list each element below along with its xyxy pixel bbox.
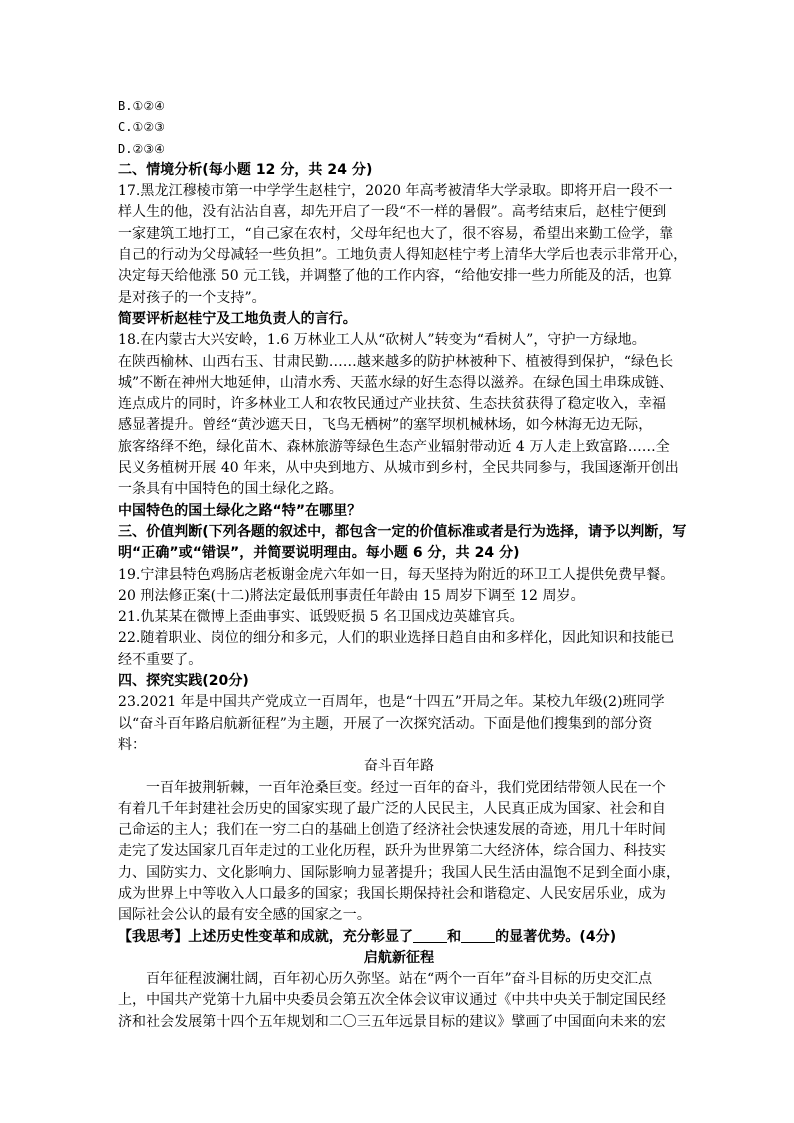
q18-question: 中国特色的国土绿化之路“特”在哪里？ [118, 502, 362, 519]
q17-line: 样人生的他，没有沾沾自喜，却先开启了一段“不一样的暑假”。高考结束后，赵桂宁便到 [118, 204, 667, 221]
q23-line: 料： [118, 736, 147, 753]
think-prompt [118, 927, 680, 948]
section3-heading-line1: 三、价值判断(下列各题的叙述中，都包含一定的价值标准或者是行为选择，请予以判断，写 [118, 523, 687, 540]
material2-body [118, 969, 680, 1033]
q17-line: 17.黑龙江穆棱市第一中学学生赵桂宁，2020 年高考被清华大学录取。即将开启一段不一 [118, 183, 673, 200]
think-prefix: 【我思考】上述历史性变革和成就，充分彰显了 [118, 928, 414, 945]
q20-text: 20 刑法修正案(十二)將法定最低刑事责任年龄由 15 周岁下调至 12 周岁。 [118, 587, 585, 604]
material1-line: 有着几千年封建社会历史的国家实现了最广泛的人民民主，人民真正成为国家、社会和自 [118, 800, 666, 817]
material1-title: 奋斗百年路 [363, 758, 435, 775]
q17-line: 一家建筑工地打工，“自己家在农村，父母年纪也大了，很不容易，希望出来勤工俭学，靠 [118, 225, 674, 242]
section2-heading: 二、情境分析(每小题 12 分，共 24 分) [118, 161, 373, 178]
section4-heading: 四、探究实践(20分) [118, 673, 249, 690]
material1-line: 走完了发达国家几百年走过的工业化历程，跃升为世界第二大经济体，综合国力、科技实 [118, 843, 666, 860]
material2-line: 济和社会发展第十四个五年规划和二〇三五年远景目标的建议》擘画了中国面向未来的宏 [118, 1013, 666, 1030]
answer-blank-2[interactable] [461, 928, 495, 943]
section3-heading-line2: 明“正确”或“错误”，并简要说明理由。每小题 6 分，共 24 分) [118, 545, 520, 562]
q18-line: 旅客络绎不绝，绿化苗木、森林旅游等绿色生态产业辐射带动近 4 万人走上致富路……全 [118, 438, 670, 455]
material1-line: 一百年披荆斩棘，一百年沧桑巨变。经过一百年的奋斗，我们党团结带领人民在一个 [146, 779, 666, 796]
option-d: D.②③④ [118, 141, 165, 156]
material1-line: 成为世界上中等收入人口最多的国家；我国长期保持社会和谐稳定、人民安居乐业，成为 [118, 885, 666, 902]
option-b: B.①②④ [118, 99, 165, 113]
q17-line: 自己的行动为父母减轻一些负担”。工地负责人得知赵桂宁考上清华大学后也表示非常开心， [118, 247, 688, 264]
q23-line: 以“奋斗百年路启航新征程”为主题，开展了一次探究活动。下面是他们搜集到的部分资 [118, 715, 653, 732]
q22-text-cont: 经不重要了。 [118, 651, 203, 668]
q18-line: 一条具有中国特色的国土绿化之路。 [118, 481, 343, 498]
answer-blank-1[interactable] [413, 928, 447, 943]
q18-line: 在陕西榆林、山西右玉、甘肃民勤……越来越多的防护林被种下、植被得到保护，“绿色长 [118, 353, 674, 370]
think-mid: 和 [447, 928, 462, 945]
material1-line: 己命运的主人；我们在一穷二白的基础上创造了经济社会快速发展的奇迹，用几十年时间 [118, 822, 666, 839]
q18-line: 连点成片的同时，许多林业工人和农牧民通过产业扶贫、生态扶贫获得了稳定收入，幸福 [118, 396, 666, 413]
q18-line: 民义务植树开展 40 年来，从中央到地方、从城市到乡村，全民共同参与，我国逐渐开创出 [118, 460, 679, 477]
material2-line: 上，中国共产党第十九届中央委员会第五次全体会议审议通过《中共中央关于制定国民经 [118, 992, 666, 1009]
q22-text: 22.随着职业、岗位的细分和多元，人们的职业选择日趋自由和多样化，因此知识和技能已 [118, 630, 675, 647]
material2-line: 百年征程波澜壮阔，百年初心历久弥坚。站在“两个一百年”奋斗目标的历史交汇点 [146, 971, 653, 988]
material1-line: 力、国防实力、文化影响力、国际影响力显著提升；我国人民生活由温饱不足到全面小康， [118, 864, 680, 881]
think-suffix: 的显著优势。(4分) [495, 928, 617, 945]
material1-body [118, 778, 680, 927]
q23-line: 23.2021 年是中国共产党成立一百周年，也是“十四五”开局之年。某校九年级(2)班同学 [118, 694, 665, 711]
q18-line: 城”不断在神州大地延伸，山清水秀、天蓝水绿的好生态得以滋养。在绿色国土串珠成链、 [118, 374, 674, 391]
option-c: C.①②③ [118, 120, 165, 135]
exam-page [118, 96, 688, 1033]
q17-line: 是对孩子的一个支持”。 [118, 289, 266, 306]
question-18 [118, 330, 680, 500]
question-17 [118, 181, 688, 309]
q21-text: 21.仇某某在微博上歪曲事实、诋毁贬损 5 名卫国戍边英雄官兵。 [118, 609, 524, 626]
material2-title: 启航新征程 [363, 949, 435, 966]
material1-line: 国际社会公认的最有安全感的国家之一。 [118, 907, 371, 924]
q18-line: 18.在内蒙古大兴安岭，1.6 万林业工人从“砍树人”转变为“看树人”，守护一方绿地。 [118, 332, 646, 349]
q18-line: 感显著提升。曾经“黄沙遮天日，飞鸟无栖树”的塞罕坝机械林场，如今林海无边无际， [118, 417, 653, 434]
q17-line: 决定每天给他涨 50 元工钱，并调整了他的工作内容，“给他安排一些力所能及的活，也算 [118, 268, 672, 285]
q17-question: 简要评析赵桂宁及工地负责人的言行。 [118, 310, 357, 327]
q19-text: 19.宁津县特色鸡肠店老板谢金虎六年如一日，每天坚持为附近的环卫工人提供免费早餐。 [118, 566, 675, 583]
